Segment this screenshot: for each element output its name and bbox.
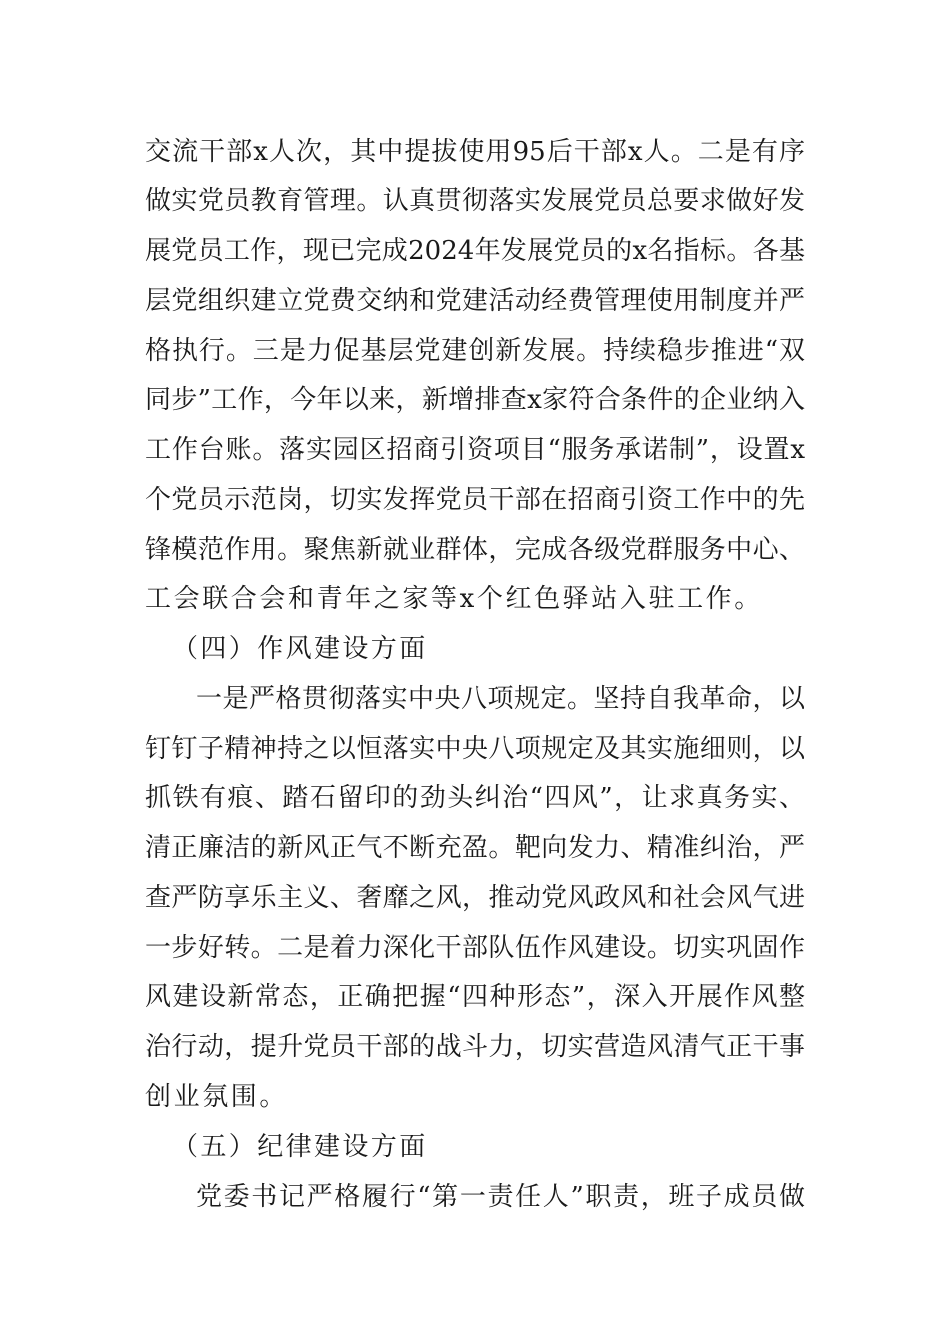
paragraph-line: 治行动，提升党员干部的战斗力，切实营造风清气正干事 [145, 1032, 805, 1062]
paragraph-line: 层党组织建立党费交纳和党建活动经费管理使用制度并严 [145, 286, 805, 316]
paragraph-line: 抓铁有痕、踏石留印的劲头纠治“四风”，让求真务实、 [145, 783, 805, 813]
paragraph-line: 清正廉洁的新风正气不断充盈。靶向发力、精准纠治，严 [145, 833, 805, 863]
paragraph-line: 钉钉子精神持之以恒落实中央八项规定及其实施细则，以 [145, 734, 805, 764]
paragraph-line: 格执行。三是力促基层党建创新发展。持续稳步推进“双 [145, 336, 805, 366]
paragraph-line: 风建设新常态，正确把握“四种形态”，深入开展作风整 [145, 982, 805, 1012]
paragraph-line: 锋模范作用。聚焦新就业群体，完成各级党群服务中心、 [145, 535, 805, 565]
paragraph-line: 个党员示范岗，切实发挥党员干部在招商引资工作中的先 [145, 485, 805, 515]
section-heading-5: （五）纪律建设方面 [172, 1132, 428, 1162]
paragraph-line: 展党员工作，现已完成2024年发展党员的x名指标。各基 [145, 236, 805, 266]
paragraph-line: 交流干部x人次，其中提拔使用95后干部x人。二是有序 [145, 137, 805, 167]
paragraph-line: 工作台账。落实园区招商引资项目“服务承诺制”，设置x [145, 435, 805, 465]
paragraph-line: 一步好转。二是着力深化干部队伍作风建设。切实巩固作 [145, 933, 805, 963]
paragraph-line: 工会联合会和青年之家等x个红色驿站入驻工作。 [145, 584, 763, 614]
paragraph-line: 同步”工作，今年以来，新增排查x家符合条件的企业纳入 [145, 385, 805, 415]
paragraph-line: 党委书记严格履行“第一责任人”职责，班子成员做 [196, 1182, 805, 1212]
paragraph-line: 做实党员教育管理。认真贯彻落实发展党员总要求做好发 [145, 186, 805, 216]
section-heading-4: （四）作风建设方面 [172, 634, 428, 664]
paragraph-line: 创业氛围。 [145, 1082, 289, 1112]
paragraph-line: 一是严格贯彻落实中央八项规定。坚持自我革命，以 [196, 684, 805, 714]
paragraph-line: 查严防享乐主义、奢靡之风，推动党风政风和社会风气进 [145, 883, 805, 913]
